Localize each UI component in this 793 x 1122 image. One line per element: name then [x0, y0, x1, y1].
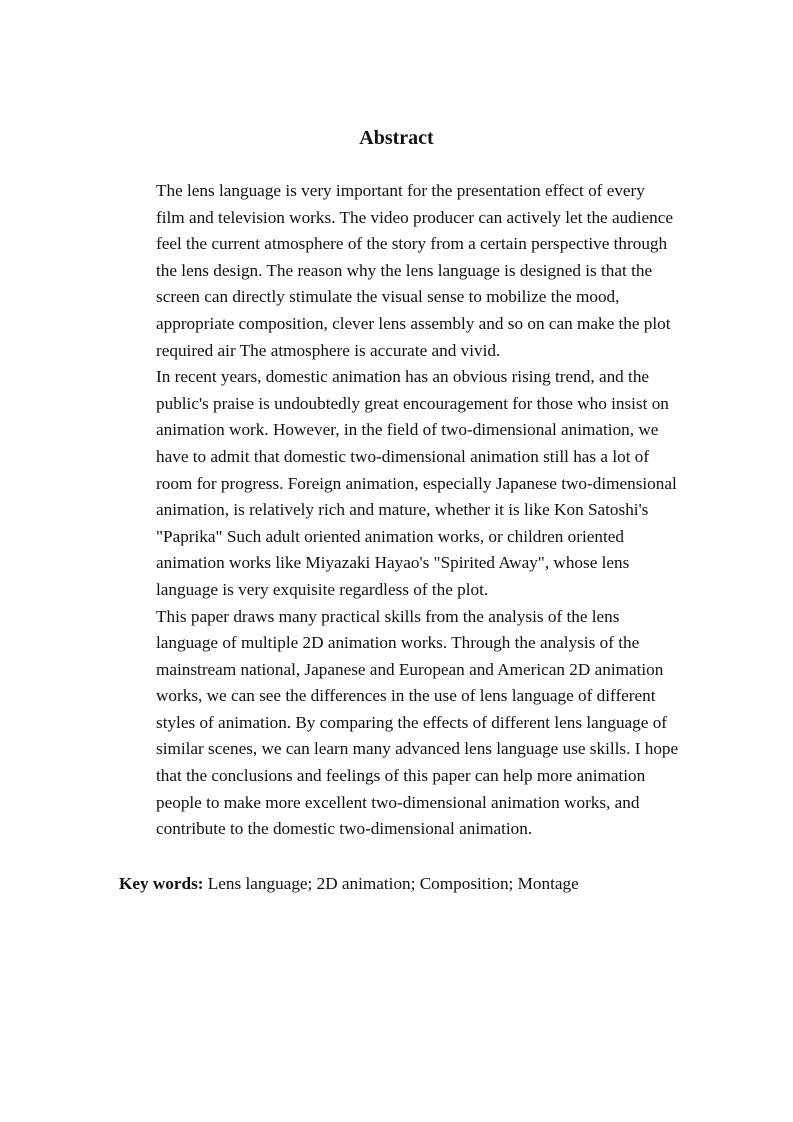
keywords-line: [119, 871, 579, 897]
text-line: The lens language is very important for the presentation effect of every: [156, 181, 645, 200]
text-line: "Paprika" Such adult oriented animation works, or children oriented: [156, 526, 624, 546]
text-line: people to make more excellent two-dimensional animation works, and: [156, 792, 640, 812]
text-line: film and television works. The video producer can actively let the audience: [156, 207, 674, 227]
text-line: room for progress. Foreign animation, especially Japanese two-dimensional: [156, 473, 677, 493]
text-line: This paper draws many practical skills from the analysis of the lens: [156, 606, 620, 626]
paragraph-3: [119, 604, 694, 843]
text-line: feel the current atmosphere of the story from a certain perspective through: [156, 234, 668, 254]
text-line: have to admit that domestic two-dimensional animation still has a lot of: [156, 446, 650, 466]
text-line: similar scenes, we can learn many advanced lens language use skills. I hope: [156, 739, 679, 759]
text-line: mainstream national, Japanese and European and American 2D animation: [156, 659, 664, 679]
text-line: appropriate composition, clever lens assembly and so on can make the plot: [156, 313, 671, 333]
paragraph-1: [119, 178, 694, 364]
text-line: public's praise is undoubtedly great encouragement for those who insist on: [156, 393, 669, 413]
abstract-title: Abstract: [359, 127, 434, 149]
abstract-body: [119, 178, 694, 843]
text-line: styles of animation. By comparing the effects of different lens language of: [156, 712, 668, 732]
text-line: screen can directly stimulate the visual sense to mobilize the mood,: [156, 287, 620, 307]
keywords-label: Key words:: [119, 874, 204, 893]
text-line: required air The atmosphere is accurate and vivid.: [156, 340, 501, 360]
text-line: In recent years, domestic animation has an obvious rising trend, and the: [156, 367, 650, 387]
text-line: animation, is relatively rich and mature, whether it is like Kon Satoshi's: [156, 500, 649, 520]
text-line: contribute to the domestic two-dimensional animation.: [156, 819, 533, 839]
keywords-text: Lens language; 2D animation; Composition; Montage: [203, 874, 579, 893]
paragraph-2: [119, 364, 694, 603]
text-line: language is very exquisite regardless of the plot.: [156, 579, 489, 599]
text-line: animation work. However, in the field of two-dimensional animation, we: [156, 420, 659, 440]
text-line: language of multiple 2D animation works. Through the analysis of the: [156, 633, 640, 653]
text-line: the lens design. The reason why the lens language is designed is that the: [156, 260, 653, 280]
text-line: works, we can see the differences in the use of lens language of different: [156, 686, 656, 706]
text-line: that the conclusions and feelings of this paper can help more animation: [156, 766, 646, 786]
text-line: animation works like Miyazaki Hayao's "Spirited Away", whose lens: [156, 553, 630, 573]
